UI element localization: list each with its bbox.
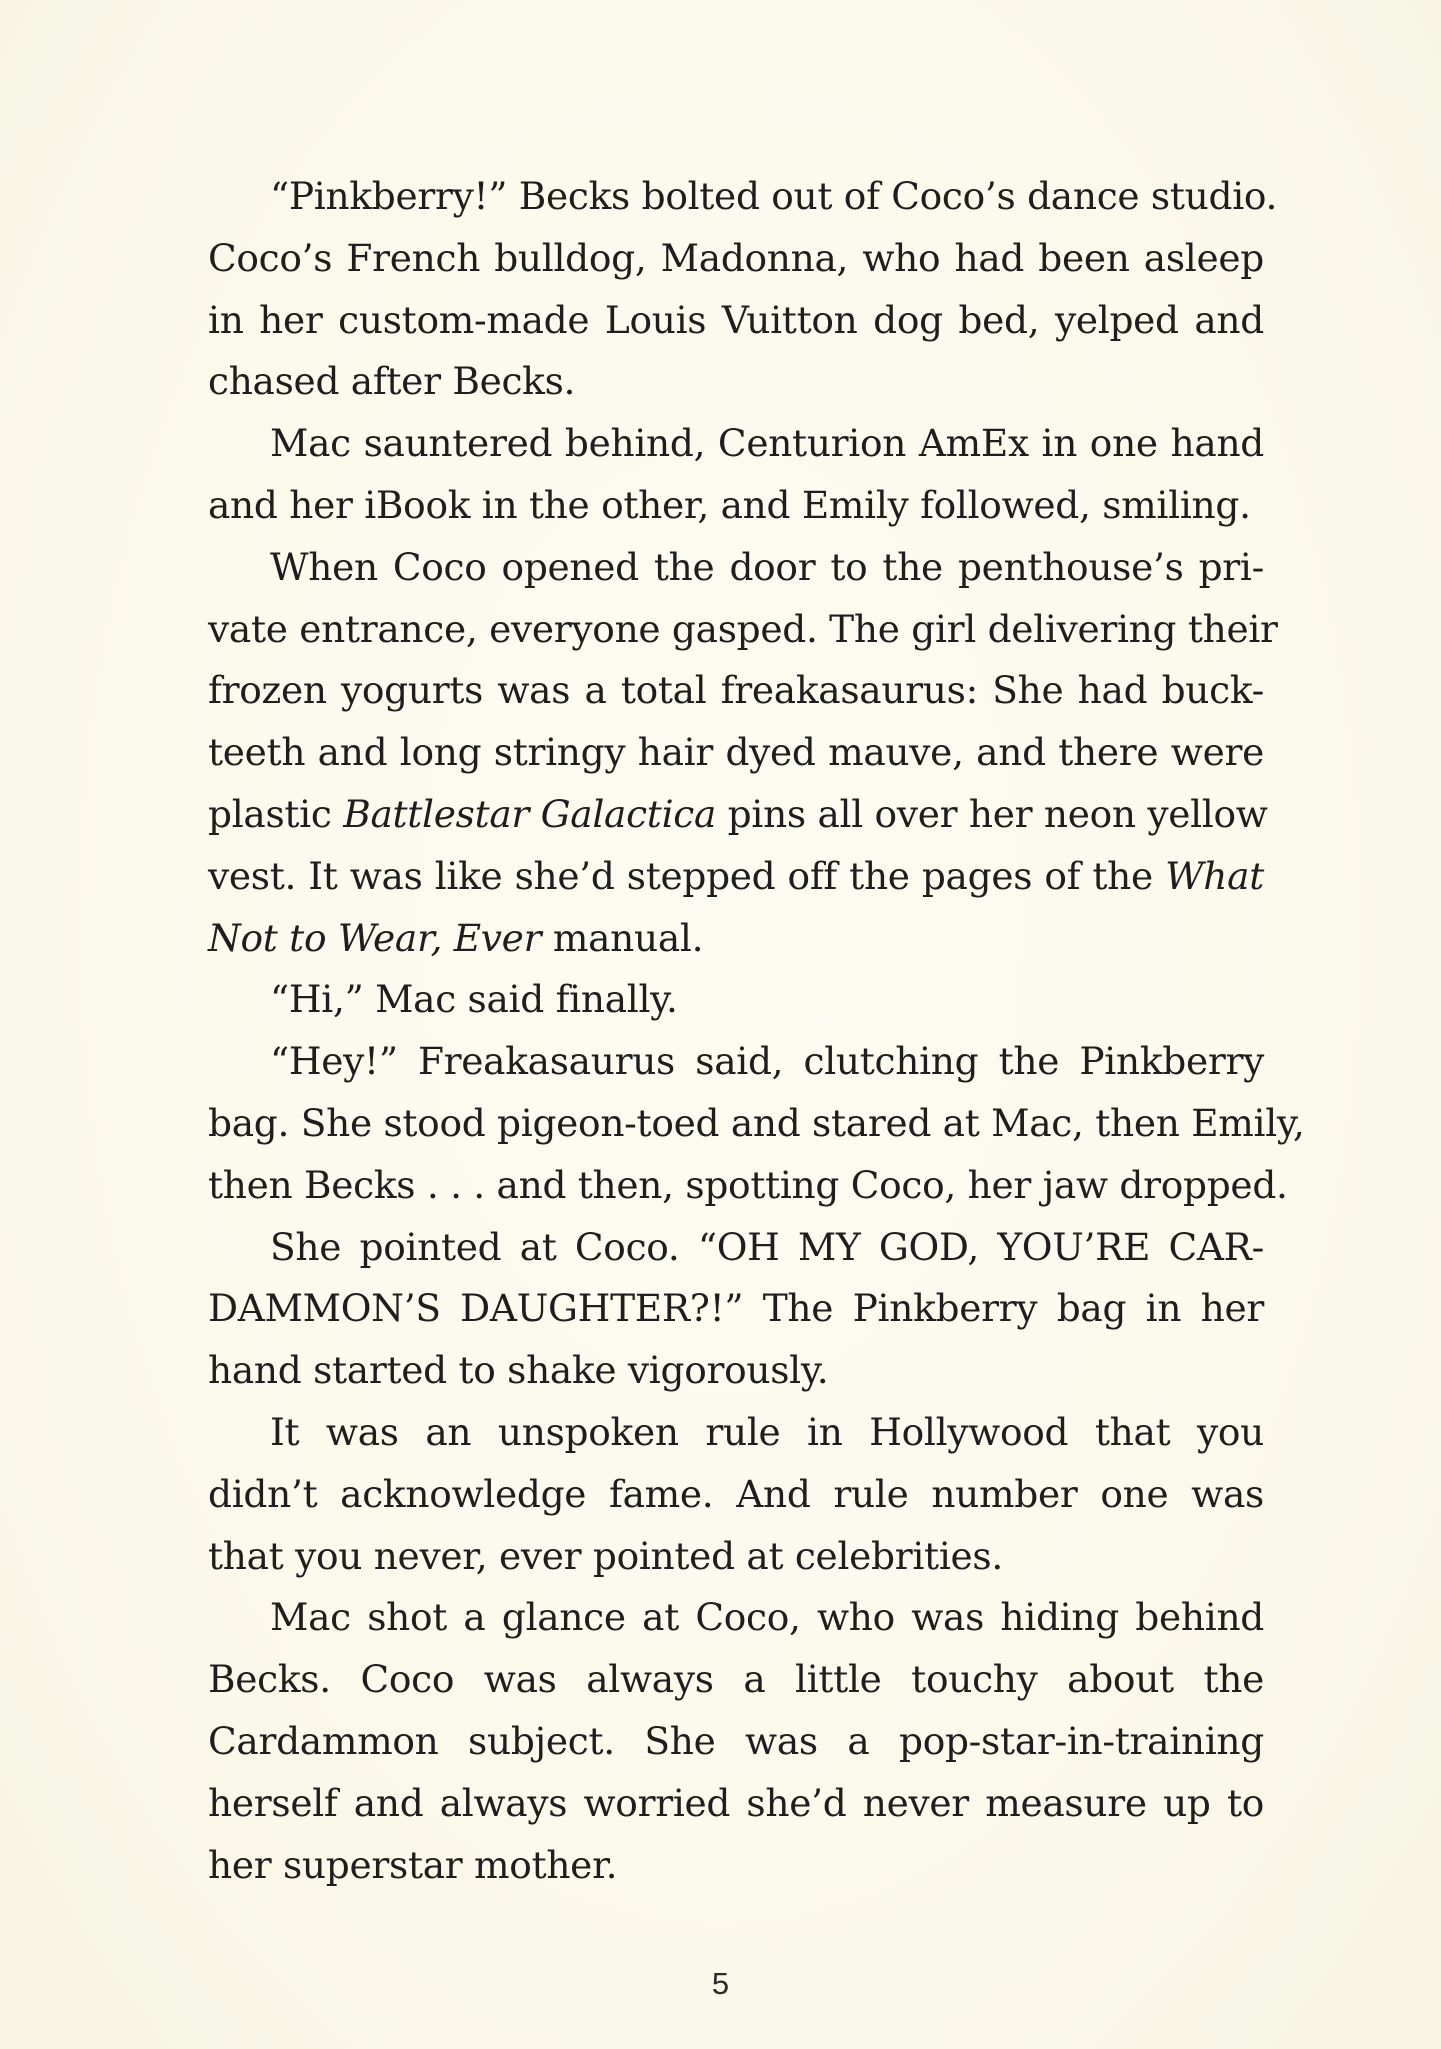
text-line: her superstar mother. — [208, 1842, 618, 1887]
text-line: then Becks . . . and then, spotting Coco, her jaw dropped. — [208, 1162, 1288, 1207]
text-line: frozen yogurts was a total freakasaurus: She had buck- — [208, 668, 1264, 713]
text-line: vate entrance, everyone gasped. The girl delivering their — [208, 606, 1278, 651]
text-run: manual. — [541, 915, 704, 960]
text-line: “Hey!” Freakasaurus said, clutching the Pinkberry — [270, 1039, 1264, 1084]
text-line: Coco’s French bulldog, Madonna, who had been asleep — [208, 235, 1264, 280]
text-line: hand started to shake vigorously. — [208, 1348, 829, 1393]
text-line — [208, 784, 1268, 846]
body-text — [208, 166, 1305, 1896]
text-line: When Coco opened the door to the penthouse’s pri- — [270, 544, 1264, 589]
text-line: herself and always worried she’d never measure up to — [208, 1780, 1264, 1825]
text-line: teeth and long stringy hair dyed mauve, and there were — [208, 730, 1264, 775]
text-line: Becks. Coco was always a little touchy about the — [208, 1657, 1264, 1702]
page-number: 5 — [711, 1966, 730, 2001]
text-line: DAMMON’S DAUGHTER?!” The Pinkberry bag in her — [208, 1286, 1264, 1331]
text-line: She pointed at Coco. “OH MY GOD, YOU’RE CAR- — [270, 1224, 1264, 1269]
text-line: and her iBook in the other, and Emily followed, smiling. — [208, 482, 1251, 527]
text-run: plastic — [208, 791, 344, 836]
text-line: Mac shot a glance at Coco, who was hiding behind — [270, 1595, 1264, 1640]
text-line: “Pinkberry!” Becks bolted out of Coco’s dance studio. — [270, 174, 1278, 218]
text-line: Mac sauntered behind, Centurion AmEx in one hand — [270, 421, 1264, 466]
text-line — [208, 908, 1264, 970]
italic-title: Battlestar Galactica — [343, 791, 717, 836]
text-line: “Hi,” Mac said finally. — [270, 977, 678, 1022]
text-line: Cardammon subject. She was a pop-star-in-training — [208, 1718, 1264, 1763]
text-line: bag. She stood pigeon-toed and stared at Mac, then Emily, — [208, 1100, 1305, 1145]
text-line: chased after Becks. — [208, 359, 576, 404]
text-line — [208, 846, 1264, 908]
italic-title: What — [1165, 853, 1264, 898]
text-line: in her custom-made Louis Vuitton dog bed, yelped and — [208, 297, 1264, 342]
text-line: didn’t acknowledge fame. And rule number one was — [208, 1471, 1264, 1516]
italic-title: Not to Wear, Ever — [208, 915, 542, 960]
text-run: vest. It was like she’d stepped off the pages of the — [208, 853, 1166, 898]
text-line: that you never, ever pointed at celebrities. — [208, 1533, 1003, 1578]
text-line: It was an unspoken rule in Hollywood that you — [270, 1409, 1264, 1454]
text-run: pins all over her neon yellow — [716, 791, 1268, 836]
